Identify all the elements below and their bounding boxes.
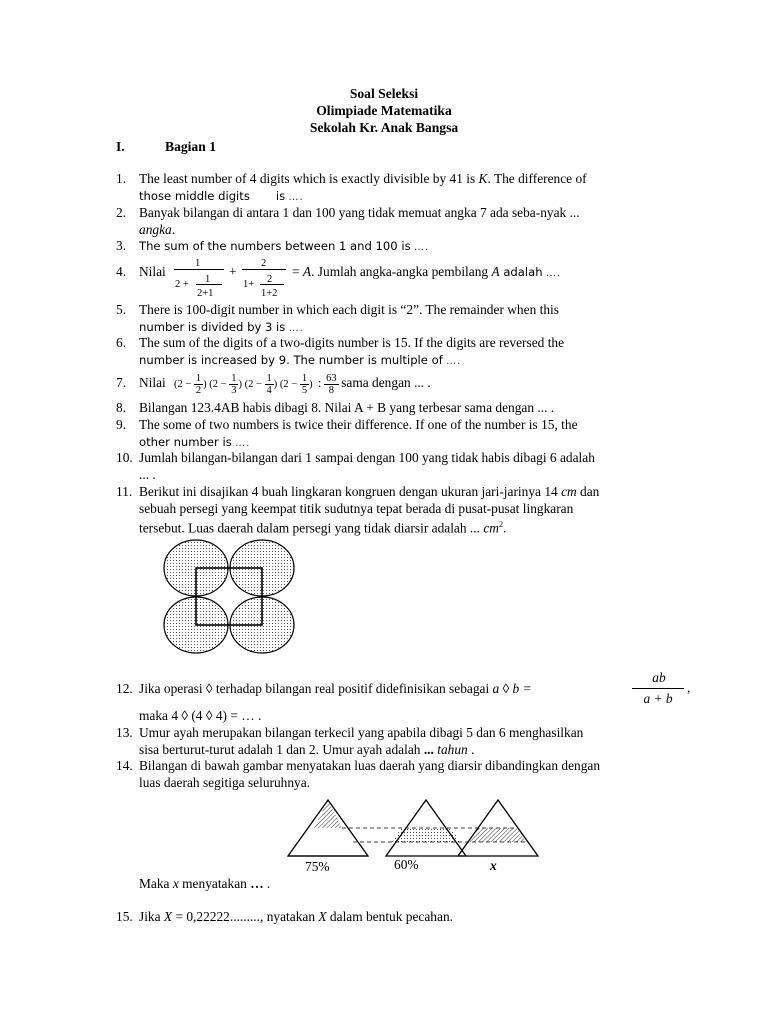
q-text: Jika operasi ◊ terhadap bilangan real positif didefinisikan sebagai [139,681,493,696]
shaded-region-2 [392,828,460,842]
shaded-region-3 [469,828,526,842]
question-number: 3. [116,238,127,253]
q-text: Nilai [139,375,166,390]
circles-square-figure [160,538,300,660]
answer-dots: ... [423,741,434,757]
fraction-bar [174,269,224,270]
q-text: adalah [499,265,543,279]
question-number: 7. [116,375,127,390]
fraction-numerator: ab [652,670,666,685]
question-3 [116,238,676,257]
question-6 [116,335,676,370]
q-text: The sum of the numbers between 1 and 100 is [139,239,411,253]
fraction-numerator: 1 [205,274,211,285]
question-14 [116,758,676,791]
q-text: number is divided by 3 is [139,319,286,334]
q-text: , [687,680,691,695]
q14-conclusion [139,876,270,892]
q-text: other number is [139,434,232,449]
title-line-2: Olimpiade Matematika [316,103,452,118]
q-text: = 0,22222........., nyatakan [172,909,319,924]
fraction-numerator: 2 [261,258,267,269]
q-text: Berikut ini disajikan 4 buah lingkaran kongruen dengan ukuran jari-jarinya 14 [139,484,562,499]
q-text: K [478,171,488,186]
q-text: Banyak bilangan di antara 1 dan 100 yang tidak memuat angka 7 ada seba-nyak ... [139,205,580,220]
q-text: dalam bentuk pecahan. [326,909,453,924]
q-text: ) (2 − [203,378,227,390]
answer-dots: …. [446,355,462,367]
q-text: sama dengan ... . [341,374,431,390]
question-1 [116,171,676,206]
question-13 [116,725,676,758]
q-text: luas daerah segitiga seluruhnya. [139,774,311,790]
fraction-bar [196,284,222,285]
q-text: . [467,741,475,757]
question-number: 15. [116,909,133,924]
question-number: 11. [116,484,133,499]
fraction-denominator: 1+2 [261,288,278,299]
q-text: X [163,909,173,924]
q-text: . [171,221,176,237]
fraction-numerator: 1 [195,258,201,269]
q-text: Jumlah bilangan-bilangan dari 1 sampai dengan 100 yang tidak habis dibagi 6 adalah [139,450,595,465]
q-text: + [229,264,237,279]
fraction-denominator: 2+1 [197,288,214,299]
q-text: . [502,520,507,536]
q-text: those middle digits [139,188,250,203]
question-number: 6. [116,335,127,350]
question-number: 5. [116,302,127,317]
question-number: 12. [116,681,133,696]
section-number: I. [116,139,125,154]
q4-text [292,264,561,283]
q-text: ) (2 − [273,378,298,390]
q-text: 2 [498,520,503,529]
fraction-denominator: 3 [231,385,237,396]
q12-line [139,681,532,698]
fraction-numerator: 1 [195,373,202,384]
fraction-bar [632,688,684,689]
fraction-denominator: 5 [301,385,308,396]
question-5 [116,302,676,337]
q-text: ... . [139,466,156,482]
q-text: A [302,264,312,279]
q-text: . [263,876,271,891]
question-number: 8. [116,400,127,415]
question-number: 9. [116,417,127,432]
q-text: There is 100-digit number in which each digit is “2”. The remainder when this [139,302,559,317]
q-text: angka [139,221,172,237]
q-text: cm [483,520,499,536]
fraction-bar [260,284,284,285]
q-text: tahun [433,741,468,757]
question-9 [116,417,676,452]
question-number: 2. [116,205,127,220]
q-text: A [491,264,500,279]
triangle-label-x: x [490,858,497,873]
answer-dots: …. [288,322,304,334]
q-text: = [292,264,303,279]
q-text: number is increased by 9. The number is multiple of [139,352,443,367]
fraction-bar [242,269,286,270]
q-text: x [172,876,179,891]
fraction-denominator: 2 [195,385,202,396]
q-text: X [318,909,327,924]
q-text: (2 − [174,378,192,390]
triangle-label-60: 60% [394,857,419,872]
triangle-label-75: 75% [305,859,330,874]
question-2 [116,205,676,238]
q-text: Nilai [139,264,166,279]
fraction-numerator: 1 [266,373,272,384]
fraction-numerator: 2 [267,274,273,285]
q-text: Bilangan di bawah gambar menyatakan luas daerah yang diarsir dibandingkan dengan [139,758,601,773]
q-text: cm [561,484,577,499]
question-number: 13. [116,725,133,740]
question-number: 1. [116,171,127,186]
q-text: The sum of the digits of a two-digits number is 15. If the digits are reversed the [139,335,565,350]
fraction-denominator: a + b [643,691,673,706]
q-text: tersebut. Luas daerah dalam persegi yang tidak diarsir adalah ... [139,520,484,536]
q-text: is [275,188,286,203]
answer-dots: …. [288,191,304,203]
question-number: 10. [116,450,133,465]
q-text: Jika [139,909,164,924]
fraction-denominator: 2 + [175,279,189,290]
fraction-numerator: 1 [301,373,308,384]
fraction-numerator: 1 [231,373,237,384]
q-text: : [317,374,322,390]
q-text: Bilangan 123.4AB habis dibagi 8. Nilai A + B yang terbesar sama dengan ... . [139,400,555,415]
q-text: menyatakan [178,876,251,891]
q-text: The some of two numbers is twice their difference. If one of the number is 15, the [139,417,578,432]
question-15 [116,909,676,926]
question-12 [116,670,691,730]
q-text: Maka [139,876,173,891]
q-text: dan [576,484,600,499]
question-8 [116,400,676,417]
q-text: a ◊ b = [492,681,532,696]
q7-expression [174,373,431,396]
answer-dots: … [250,876,264,891]
q-text: maka 4 ◊ (4 ◊ 4) = … . [139,708,262,723]
q-text: ) [309,378,313,390]
question-10 [116,450,676,483]
answer-dots: …. [413,242,430,253]
fraction-denominator: 4 [266,385,272,396]
q-text: sisa berturut-turut adalah 1 dan 2. Umur ayah adalah [139,741,424,757]
question-number: 14. [116,758,133,773]
section-title: Bagian 1 [165,139,216,154]
q-text: . Jumlah angka-angka pembilang [311,264,492,279]
fraction-numerator: 63 [326,373,337,384]
question-11 [116,484,676,537]
title-line-1: Soal Seleksi [349,86,419,101]
fraction-denominator: 1+ [243,279,255,290]
q-text: ) (2 − [238,378,262,390]
answer-dots: …. [545,268,562,279]
title-line-3: Sekolah Kr. Anak Bangsa [309,120,459,135]
question-number: 4. [116,264,127,279]
triangles-figure [280,798,540,862]
q-text: The least number of 4 digits which is exactly divisible by 41 is [139,171,479,186]
q-text: . The difference of [487,171,587,186]
answer-dots: …. [235,437,251,449]
q-text: sebuah persegi yang keempat titik sudutnya tepat berada di pusat-pusat lingkaran [139,500,574,516]
fraction-denominator: 8 [328,385,334,396]
q-text: Umur ayah merupakan bilangan terkecil yang apabila dibagi 5 dan 6 menghasilkan [139,725,584,740]
